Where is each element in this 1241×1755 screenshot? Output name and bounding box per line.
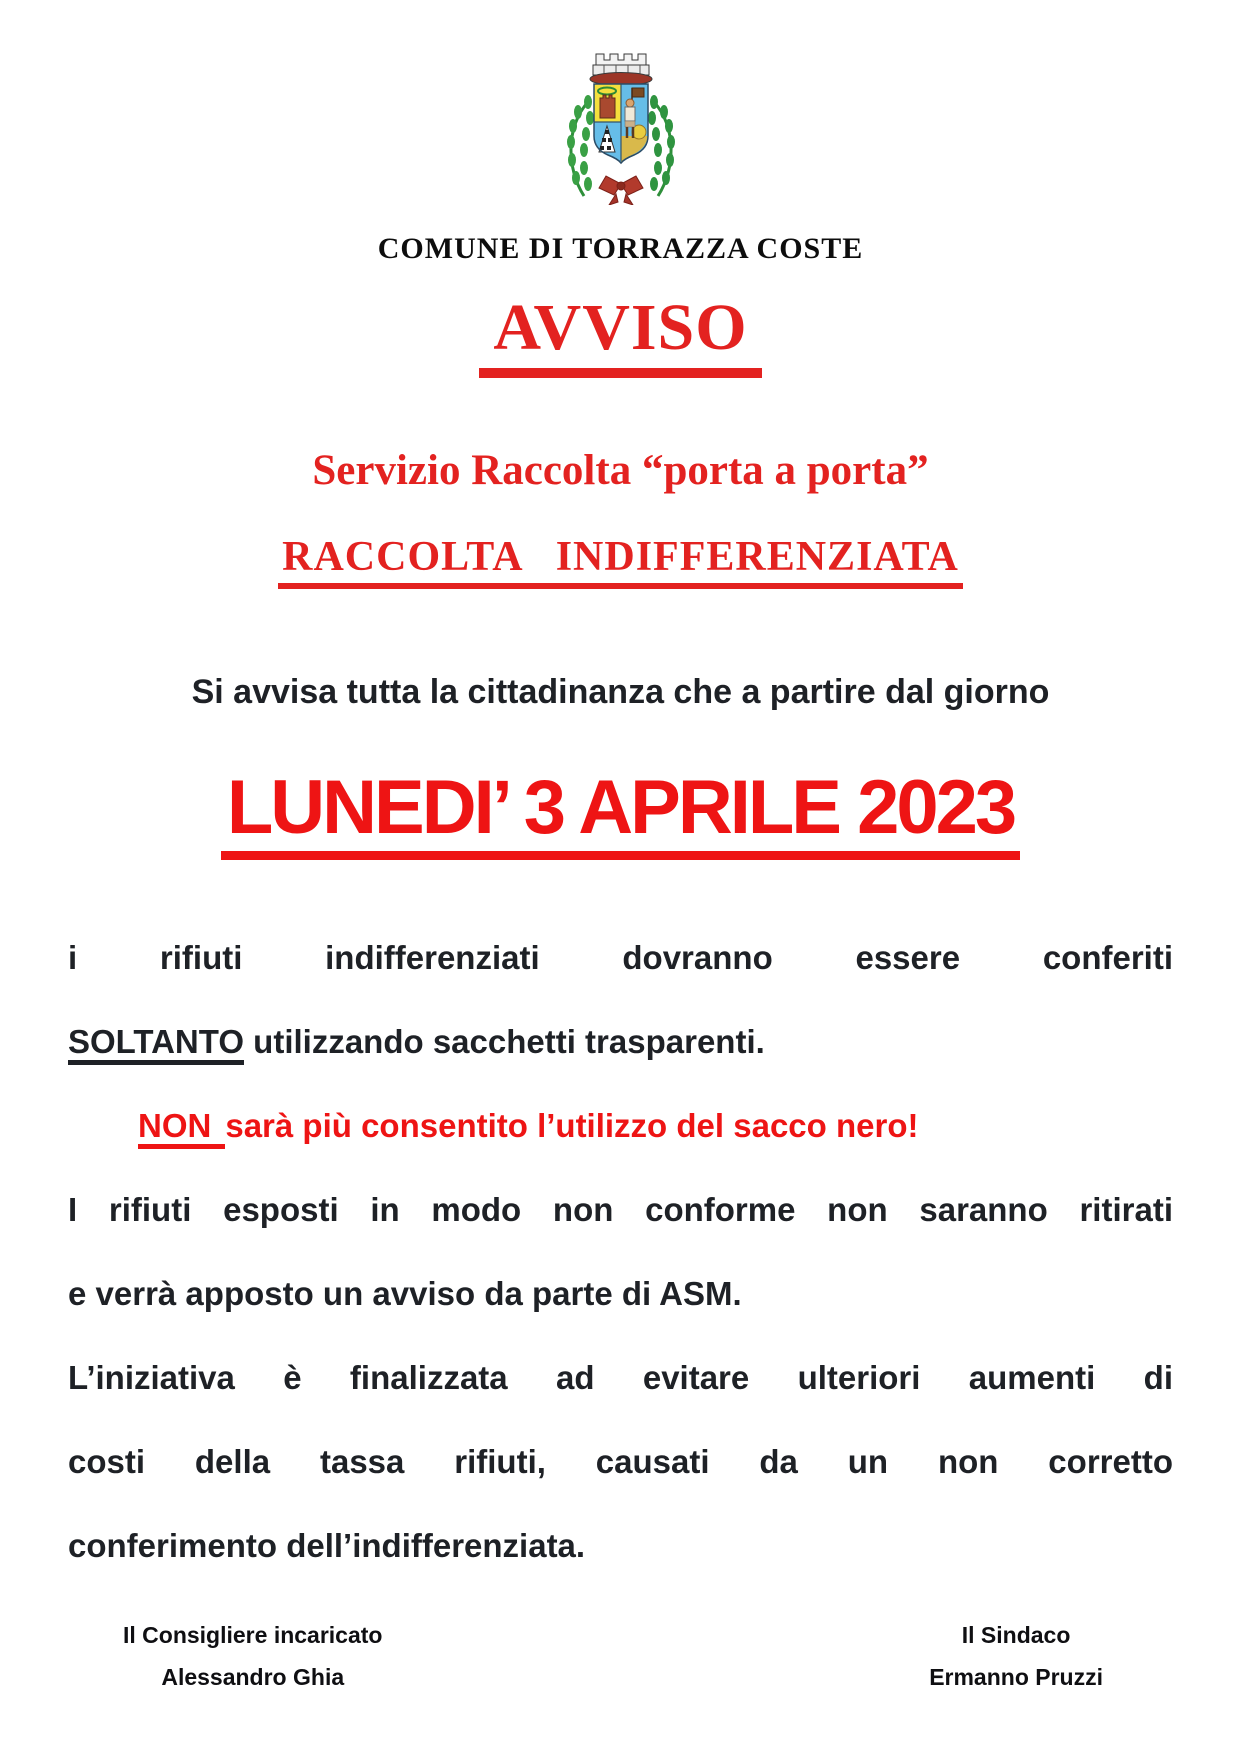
signature-block xyxy=(68,1614,1173,1698)
oak-branch-right xyxy=(648,95,675,196)
municipal-crest xyxy=(68,50,1173,210)
signature-left xyxy=(123,1614,382,1698)
alert-line-rest: sarà più consentito l’utilizzo del sacco nero! xyxy=(225,1107,919,1144)
intro-line: Si avvisa tutta la cittadinanza che a partire dal giorno xyxy=(191,673,1050,711)
coat-of-arms-icon xyxy=(546,50,696,205)
notice-body xyxy=(68,916,1173,1588)
signature-right-name: Ermanno Pruzzi xyxy=(929,1664,1103,1690)
collection-type-heading: RACCOLTA INDIFFERENZIATA xyxy=(278,534,963,589)
laurel-branch-left xyxy=(567,95,594,196)
signature-left-name: Alessandro Ghia xyxy=(161,1664,345,1690)
ribbon-bow xyxy=(599,176,643,205)
body-line-7: conferimento dell’indifferenziata. xyxy=(68,1527,586,1564)
signature-right xyxy=(929,1614,1103,1698)
body-line-6: costi della tassa rifiuti, causati da un non corretto xyxy=(68,1443,1173,1480)
soltanto-emphasis: SOLTANTO xyxy=(68,1023,244,1065)
body-line-2 xyxy=(68,1000,1173,1084)
service-subtitle: Servizio Raccolta “porta a porta” xyxy=(312,447,929,494)
shield xyxy=(594,84,648,163)
municipality-name: COMUNE DI TORRAZZA COSTE xyxy=(377,232,864,265)
body-line-3: I rifiuti esposti in modo non conforme non saranno ritirati xyxy=(68,1191,1173,1228)
body-line-2-rest: utilizzando sacchetti trasparenti. xyxy=(244,1023,765,1060)
non-emphasis: NON xyxy=(138,1107,225,1149)
notice-title: AVVISO xyxy=(479,292,761,378)
signature-right-role: Il Sindaco xyxy=(961,1622,1071,1648)
mural-crown xyxy=(590,54,652,86)
body-line-4: e verrà apposto un avviso da parte di ASM. xyxy=(68,1275,742,1312)
alert-line xyxy=(68,1084,1173,1168)
effective-date: LUNEDI’ 3 APRILE 2023 xyxy=(221,767,1020,860)
body-line-5: L’iniziativa è finalizzata ad evitare ulteriori aumenti di xyxy=(68,1359,1173,1396)
body-line-1: i rifiuti indifferenziati dovranno essere conferiti xyxy=(68,939,1173,976)
signature-left-role: Il Consigliere incaricato xyxy=(123,1622,383,1648)
